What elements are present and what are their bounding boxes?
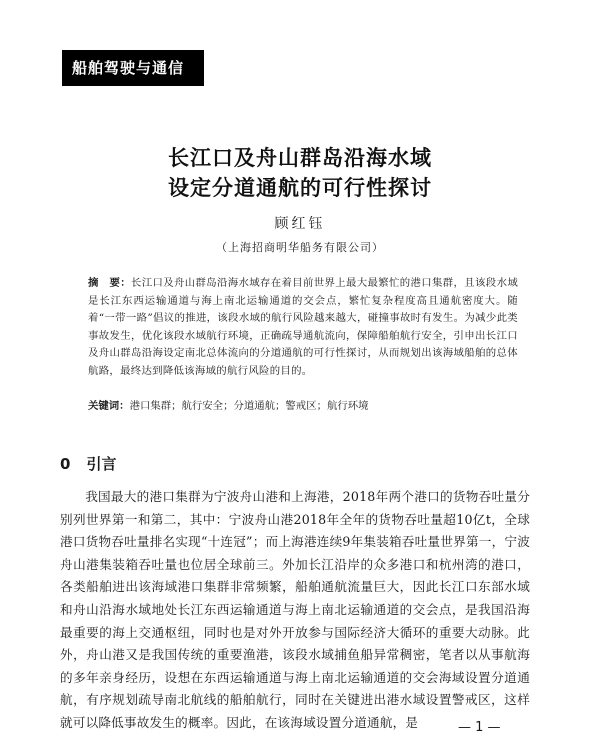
keywords-text: 港口集群；航行安全；分道通航；警戒区；航行环境 (129, 400, 369, 412)
section-banner-label: 船舶驾驶与通信 (72, 58, 185, 77)
author-affiliation: （上海招商明华船务有限公司） (216, 241, 384, 254)
section-title: 引言 (86, 455, 117, 473)
page-number: — 1 — (458, 720, 501, 735)
article-title-line-1: 长江口及舟山群岛沿海水域 (168, 146, 432, 170)
body-paragraph: 我国最大的港口集群为宁波舟山港和上海港，2018年两个港口的货物吞吐量分别列世界第一和第二，其中：宁波舟山港2018年全年的货物吞吐量超10亿t，全球港口货物吞吐量排名实现“十连冠”；而上海港连续9年集装箱吞吐量世界第一，宁波舟山港集装箱吞吐量也位居全球前三。外加长江沿岸的众多港口和杭州湾的港口，各类船舶进出该海域港口集群非常频繁，船舶通航流量巨大，因此长江口东部水域和舟山沿海水域地处长江东西运输通道与海上南北运输通道的交会点，是我国沿海最重要的海上交通枢纽，同时也是对外开放参与国际经济大循环的重要大动脉。此外，舟山港又是我国传统的重要渔港，该段水域捕鱼船异常稠密，笔者以从事航海的多年亲身经历，设想在东西运输通道与海上南北运输通道的交会海域设置分道通航，有序规划疏导南北航线的船舶航行，同时在关键进出港水域设置警戒区，这样就可以降低事故发生的概率。因此，在该海域设置分道通航，是 (60, 489, 530, 730)
section-heading (60, 453, 116, 474)
article-title-line-2: 设定分道通航的可行性探讨 (168, 176, 432, 200)
abstract (88, 275, 518, 380)
section-banner (62, 50, 204, 84)
abstract-label: 摘 要： (88, 277, 132, 289)
author-name: 顾红钰 (274, 216, 326, 232)
keywords (88, 398, 518, 416)
banner-rule (62, 84, 204, 86)
section-number: 0 (60, 455, 71, 473)
abstract-text: 长江口及舟山群岛沿海水域存在着目前世界上最大最繁忙的港口集群，且该段水域是长江东西运输通道与海上南北运输通道的交会点，繁忙复杂程度高且通航密度大。随着“一带一路”倡议的推进，该段水域的航行风险越来越大，碰撞事故时有发生。为减少此类事故发生，优化该段水域航行环境，正确疏导通航流向，保障船舶航行安全，引申出长江口及舟山群岛沿海设定南北总体流向的分道通航的可行性探讨，从而规划出该海域船舶的总体航路，最终达到降低该海域的航行风险的目的。 (88, 277, 519, 377)
keywords-label: 关键词： (88, 400, 130, 412)
